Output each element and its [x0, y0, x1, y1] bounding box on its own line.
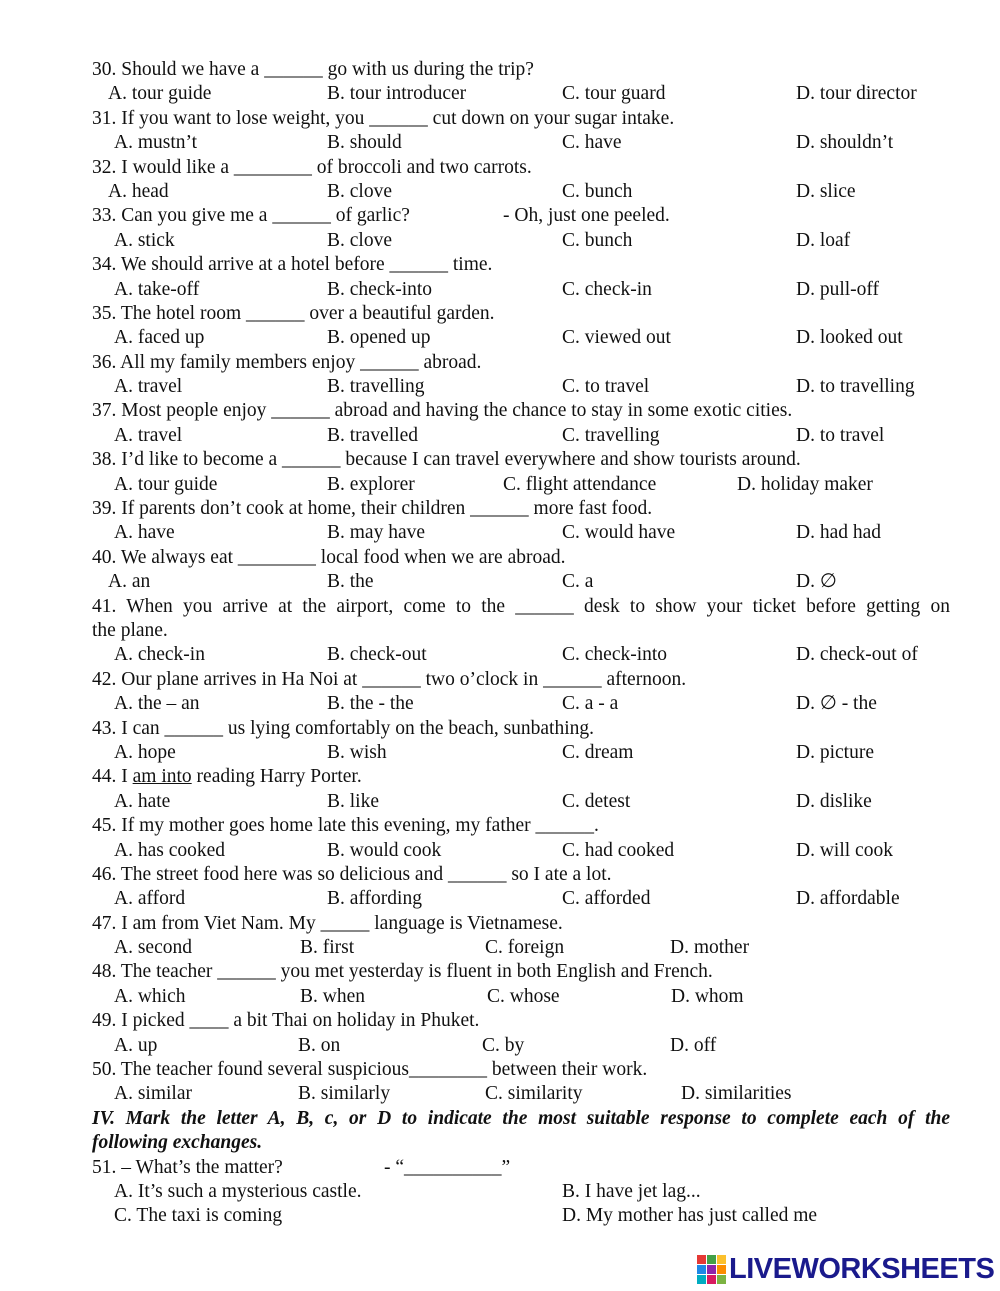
- question-43: [0, 717, 1000, 741]
- options-50: [0, 1082, 1000, 1106]
- logo-square: [717, 1265, 726, 1274]
- option-a[interactable]: A. hate: [114, 790, 171, 812]
- options-47: [0, 936, 1000, 960]
- option-a[interactable]: A. tour guide: [114, 473, 218, 495]
- question-text: 49. I picked ____ a bit Thai on holiday in Phuket.: [92, 1010, 480, 1032]
- question-38: [0, 448, 1000, 472]
- question-32: [0, 156, 1000, 180]
- option-a[interactable]: A. second: [114, 937, 192, 959]
- logo-square: [707, 1255, 716, 1264]
- option-d[interactable]: D. picture: [796, 741, 874, 763]
- option-d[interactable]: D. to travel: [796, 424, 885, 446]
- option-b[interactable]: B. wish: [327, 741, 387, 763]
- logo-square: [697, 1255, 706, 1264]
- option-a[interactable]: A. check-in: [114, 644, 205, 666]
- question-text: 39. If parents don’t cook at home, their children ______ more fast food.: [92, 498, 653, 520]
- option-b[interactable]: B. clove: [327, 229, 392, 251]
- question-text: 36. All my family members enjoy ______ abroad.: [92, 351, 482, 373]
- question-48: [0, 960, 1000, 984]
- options-42: [0, 692, 1000, 716]
- option-b[interactable]: B. would cook: [327, 839, 442, 861]
- option-b[interactable]: B. tour introducer: [327, 83, 467, 105]
- question-39: [0, 497, 1000, 521]
- question-text: 34. We should arrive at a hotel before ______ time.: [92, 254, 493, 276]
- question-text-continued: the plane.: [92, 619, 168, 641]
- question-46: [0, 863, 1000, 887]
- option-c[interactable]: C. by: [482, 1034, 525, 1056]
- question-41: [0, 595, 1000, 619]
- option-d[interactable]: D. off: [670, 1034, 717, 1056]
- question-text: 40. We always eat ________ local food when we are abroad.: [92, 546, 566, 568]
- section-instruction-continued: following exchanges.: [92, 1132, 263, 1154]
- underlined-phrase: am into: [132, 766, 192, 788]
- question-45: [0, 814, 1000, 838]
- option-c[interactable]: C. similarity: [485, 1083, 583, 1105]
- option-b[interactable]: B. check-out: [327, 644, 427, 666]
- question-text: 45. If my mother goes home late this evening, my father ______.: [92, 815, 599, 837]
- option-a[interactable]: A. hope: [114, 741, 176, 763]
- option-d[interactable]: D. ∅: [796, 571, 837, 593]
- option-c[interactable]: C. check-in: [562, 278, 652, 300]
- option-d[interactable]: D. to travelling: [796, 376, 915, 398]
- options-51-row1: [0, 1180, 1000, 1204]
- question-text-start: 44. I: [92, 766, 133, 788]
- option-c[interactable]: C. had cooked: [562, 839, 675, 861]
- option-b[interactable]: B. like: [327, 790, 379, 812]
- option-c[interactable]: C. bunch: [562, 229, 633, 251]
- option-d[interactable]: D. whom: [671, 985, 744, 1007]
- question-text: 32. I would like a ________ of broccoli and two carrots.: [92, 156, 532, 178]
- option-d[interactable]: D. slice: [796, 180, 856, 202]
- option-a[interactable]: A. the – an: [114, 693, 200, 715]
- option-b[interactable]: B. on: [298, 1034, 341, 1056]
- options-51-row2: [0, 1204, 1000, 1228]
- option-d[interactable]: D. affordable: [796, 888, 900, 910]
- options-43: [0, 741, 1000, 765]
- option-c[interactable]: C. have: [562, 132, 622, 154]
- logo-grid-icon: [697, 1255, 726, 1284]
- option-a[interactable]: A. travel: [114, 376, 183, 398]
- option-a[interactable]: A. travel: [114, 424, 183, 446]
- option-c[interactable]: C. The taxi is coming: [114, 1205, 283, 1227]
- option-d[interactable]: D. looked out: [796, 327, 903, 349]
- option-b[interactable]: B. opened up: [327, 327, 431, 349]
- option-d[interactable]: D. will cook: [796, 839, 893, 861]
- question-text: 50. The teacher found several suspicious________ between their work.: [92, 1059, 648, 1081]
- liveworksheets-logo[interactable]: [697, 1254, 994, 1284]
- options-35: [0, 326, 1000, 350]
- options-40: [0, 570, 1000, 594]
- option-b[interactable]: B. affording: [327, 888, 422, 910]
- option-d[interactable]: D. had had: [796, 522, 882, 544]
- option-d[interactable]: D. ∅ - the: [796, 693, 877, 715]
- option-b[interactable]: B. should: [327, 132, 402, 154]
- options-33: [0, 229, 1000, 253]
- options-38: [0, 473, 1000, 497]
- question-reply-blank: - “__________”: [384, 1156, 511, 1178]
- question-text: 48. The teacher ______ you met yesterday is fluent in both English and French.: [92, 961, 713, 983]
- option-d[interactable]: D. loaf: [796, 229, 851, 251]
- option-b[interactable]: B. clove: [327, 180, 392, 202]
- option-b[interactable]: B. travelled: [327, 424, 418, 446]
- option-a[interactable]: A. up: [114, 1034, 158, 1056]
- option-d[interactable]: D. My mother has just called me: [562, 1205, 818, 1227]
- question-text-end: reading Harry Porter.: [191, 766, 362, 788]
- question-37: [0, 399, 1000, 423]
- option-b[interactable]: B. when: [300, 985, 365, 1007]
- option-d[interactable]: D. mother: [670, 937, 750, 959]
- question-42: [0, 668, 1000, 692]
- option-a[interactable]: A. head: [108, 180, 169, 202]
- question-35: [0, 302, 1000, 326]
- option-a[interactable]: A. mustn’t: [114, 132, 198, 154]
- option-b[interactable]: B. travelling: [327, 376, 425, 398]
- option-a[interactable]: A. has cooked: [114, 839, 226, 861]
- option-d[interactable]: D. tour director: [796, 83, 917, 105]
- option-c[interactable]: C. tour guard: [562, 83, 666, 105]
- options-48: [0, 985, 1000, 1009]
- option-c[interactable]: C. bunch: [562, 180, 633, 202]
- question-49: [0, 1009, 1000, 1033]
- options-37: [0, 424, 1000, 448]
- question-41-cont: [0, 619, 1000, 643]
- logo-square: [697, 1275, 706, 1284]
- option-c[interactable]: C. dream: [562, 741, 634, 763]
- question-text: 42. Our plane arrives in Ha Noi at ______ two o’clock in ______ afternoon.: [92, 668, 687, 690]
- question-text: 46. The street food here was so delicious and ______ so I ate a lot.: [92, 863, 612, 885]
- option-b[interactable]: B. explorer: [327, 473, 415, 495]
- question-text: 30. Should we have a ______ go with us during the trip?: [92, 59, 534, 80]
- section-heading-cont: [0, 1131, 1000, 1155]
- option-b[interactable]: B. the: [327, 571, 374, 593]
- question-text: 31. If you want to lose weight, you ______ cut down on your sugar intake.: [92, 107, 675, 129]
- options-31: [0, 131, 1000, 155]
- question-text: 37. Most people enjoy ______ abroad and having the chance to stay in some exotic cities.: [92, 400, 793, 422]
- logo-text: LIVEWORKSHEETS: [729, 1252, 995, 1285]
- options-32: [0, 180, 1000, 204]
- option-a[interactable]: A. have: [114, 522, 175, 544]
- option-c[interactable]: C. a - a: [562, 693, 619, 715]
- option-c[interactable]: C. foreign: [485, 937, 565, 959]
- question-text: 38. I’d like to become a ______ because I can travel everywhere and show tourists around.: [92, 449, 801, 471]
- question-text: 43. I can ______ us lying comfortably on the beach, sunbathing.: [92, 717, 595, 739]
- option-d[interactable]: D. shouldn’t: [796, 132, 894, 154]
- section-heading: [0, 1107, 1000, 1131]
- option-c[interactable]: C. detest: [562, 790, 631, 812]
- option-d[interactable]: D. pull-off: [796, 278, 880, 300]
- option-c[interactable]: C. afforded: [562, 888, 651, 910]
- question-text: 51. – What’s the matter?: [92, 1156, 283, 1178]
- worksheet-page: [0, 58, 1000, 1229]
- question-33: [0, 204, 1000, 228]
- options-46: [0, 887, 1000, 911]
- option-a[interactable]: A. take-off: [114, 278, 200, 300]
- question-text: [92, 765, 362, 789]
- option-c[interactable]: C. would have: [562, 522, 676, 544]
- section-instruction: IV. Mark the letter A, B, c, or D to indicate the most suitable response to complete each of the: [92, 1107, 950, 1129]
- option-a[interactable]: A. faced up: [114, 327, 205, 349]
- option-b[interactable]: B. I have jet lag...: [562, 1180, 701, 1202]
- logo-square: [707, 1265, 716, 1274]
- logo-square: [717, 1255, 726, 1264]
- question-44: [0, 765, 1000, 789]
- logo-square: [707, 1275, 716, 1284]
- options-39: [0, 521, 1000, 545]
- option-d[interactable]: D. check-out of: [796, 644, 918, 666]
- options-44: [0, 790, 1000, 814]
- option-b[interactable]: B. check-into: [327, 278, 433, 300]
- question-36: [0, 351, 1000, 375]
- question-51: [0, 1156, 1000, 1180]
- options-36: [0, 375, 1000, 399]
- option-c[interactable]: C. to travel: [562, 376, 650, 398]
- question-50: [0, 1058, 1000, 1082]
- options-34: [0, 278, 1000, 302]
- option-d[interactable]: D. dislike: [796, 790, 872, 812]
- question-31: [0, 107, 1000, 131]
- option-b[interactable]: B. similarly: [298, 1083, 391, 1105]
- option-a[interactable]: A. It’s such a mysterious castle.: [114, 1180, 362, 1202]
- question-text: 33. Can you give me a ______ of garlic?: [92, 205, 410, 227]
- options-49: [0, 1034, 1000, 1058]
- option-a[interactable]: A. similar: [114, 1083, 192, 1105]
- options-30: [0, 82, 1000, 106]
- option-c[interactable]: C. a: [562, 571, 594, 593]
- option-b[interactable]: B. first: [300, 937, 355, 959]
- question-text: 35. The hotel room ______ over a beautiful garden.: [92, 302, 495, 324]
- option-c[interactable]: C. travelling: [562, 424, 660, 446]
- option-d[interactable]: D. holiday maker: [737, 473, 873, 495]
- question-text: 47. I am from Viet Nam. My _____ language is Vietnamese.: [92, 912, 563, 934]
- question-34: [0, 253, 1000, 277]
- options-45: [0, 839, 1000, 863]
- option-c[interactable]: C. check-into: [562, 644, 668, 666]
- options-41: [0, 643, 1000, 667]
- option-c[interactable]: C. flight attendance: [503, 473, 657, 495]
- option-a[interactable]: A. afford: [114, 888, 186, 910]
- option-a[interactable]: A. stick: [114, 229, 175, 251]
- option-c[interactable]: C. viewed out: [562, 327, 671, 349]
- question-reply: - Oh, just one peeled.: [503, 205, 670, 227]
- option-a[interactable]: A. which: [114, 985, 186, 1007]
- question-47: [0, 912, 1000, 936]
- option-d[interactable]: D. similarities: [681, 1083, 792, 1105]
- question-40: [0, 546, 1000, 570]
- option-a[interactable]: A. an: [108, 571, 151, 593]
- question-30: [0, 58, 1000, 82]
- question-text: 41. When you arrive at the airport, come to the ______ desk to show your ticket before getting on: [92, 595, 950, 617]
- option-a[interactable]: A. tour guide: [108, 83, 212, 105]
- logo-square: [697, 1265, 706, 1274]
- option-b[interactable]: B. may have: [327, 522, 426, 544]
- logo-square: [717, 1275, 726, 1284]
- option-b[interactable]: B. the - the: [327, 693, 414, 715]
- option-c[interactable]: C. whose: [487, 985, 560, 1007]
